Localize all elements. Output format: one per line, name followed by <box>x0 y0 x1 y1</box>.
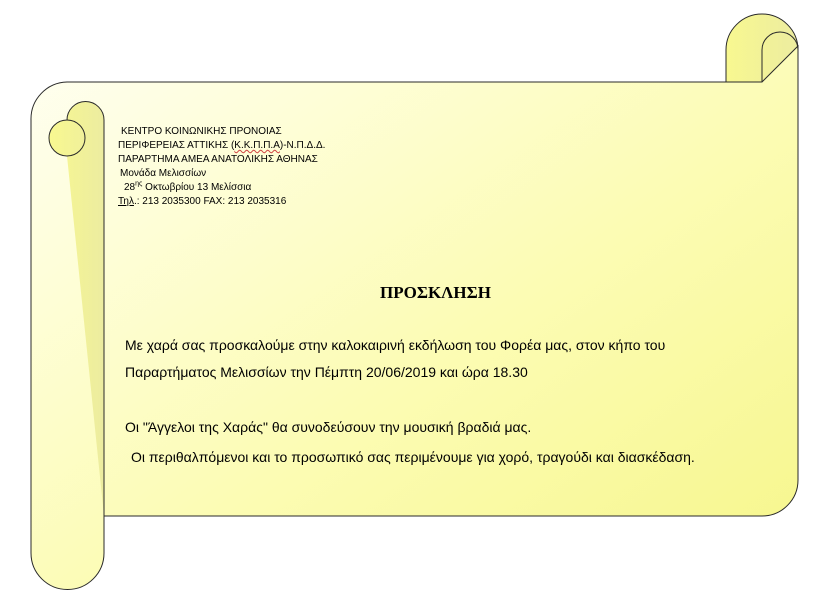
entertainment-text: Οι "Άγγελοι της Χαράς" θα συνοδεύσουν την μουσική βραδιά μας. <box>125 419 532 435</box>
org-branch: ΠΑΡΑΡΤΗΜΑ ΑΜΕΑ ΑΝΑΤΟΛΙΚΗΣ ΑΘΗΝΑΣ <box>118 154 318 165</box>
invitation-text-line1: Με χαρά σας προσκαλούμε στην καλοκαιρινή εκδήλωση του Φορέα μας, στον κήπο του <box>125 337 666 353</box>
address-number: 28 <box>124 182 136 193</box>
invitation-title: ΠΡΟΣΚΛΗΣΗ <box>380 283 491 302</box>
closing-text: Οι περιθαλπόμενοι και το προσωπικό σας περιμένουμε για χορό, τραγούδι και διασκέδαση. <box>131 449 695 465</box>
org-unit: Μονάδα Μελισσίων <box>120 168 207 179</box>
org-name-line1: ΚΕΝΤΡΟ ΚΟΙΝΩΝΙΚΗΣ ΠΡΟΝΟΙΑΣ <box>121 126 282 137</box>
invitation-text-line2: Παραρτήματος Μελισσίων την Πέμπτη 20/06/2019 και ώρα 18.30 <box>125 364 528 380</box>
org-name-line2 <box>118 139 325 153</box>
org-address <box>124 181 251 195</box>
phone-label: Τηλ <box>118 196 134 207</box>
address-superscript: ης <box>135 180 143 188</box>
org-line2-prefix: ΠΕΡΙΦΕΡΕΙΑΣ ΑΤΤΙΚΗΣ ( <box>118 140 235 151</box>
address-rest: Οκτωβρίου 13 Μελίσσια <box>142 182 252 193</box>
org-contact <box>118 195 286 209</box>
org-abbreviation: Κ.Κ.Π.Π.Α <box>234 140 280 151</box>
phone-fax: .: 213 2035300 FAX: 213 2035316 <box>133 196 287 207</box>
org-line2-suffix: )-Ν.Π.Δ.Δ. <box>279 140 326 151</box>
